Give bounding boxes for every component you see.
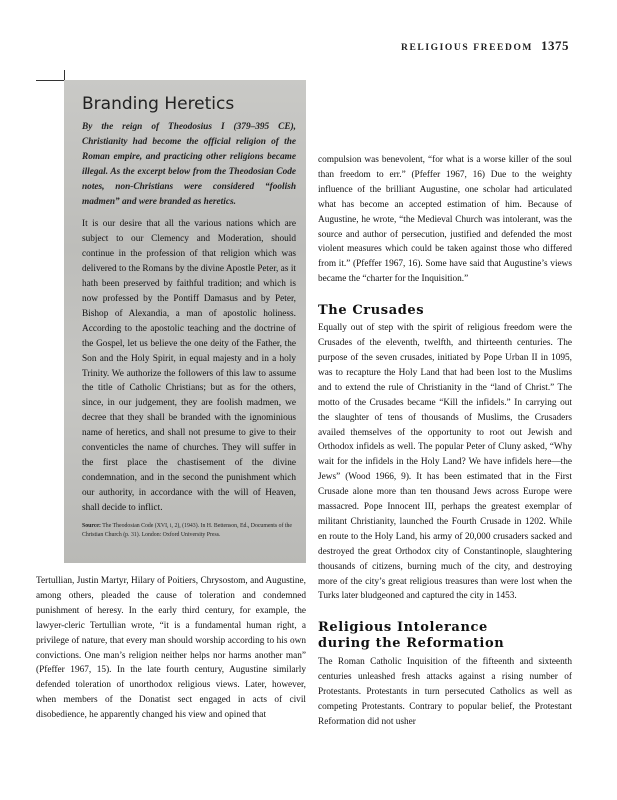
source-label: Source: <box>82 522 101 529</box>
sidebar-source <box>82 522 296 540</box>
sidebar-intro: By the reign of Theodosius I (379–395 CE), Christianity had become the official religion of the Roman empire, and practicing other religions became illegal. As the excerpt below from the Theodosian Code notes, non-Christians were considered “foolish madmen” and were branded as heretics. <box>82 122 296 207</box>
running-head <box>401 38 569 54</box>
running-title: RELIGIOUS FREEDOM <box>401 43 533 53</box>
sidebar-title: Branding Heretics <box>82 94 235 114</box>
page-number: 1375 <box>541 38 569 53</box>
right-column <box>318 153 572 730</box>
reformation-heading <box>318 620 572 652</box>
reformation-heading-line1: Religious Intolerance <box>318 620 488 636</box>
right-column-continuation: compulsion was benevolent, “for what is a worse killer of the soul than freedom to err.” (Pfeffer 1967, 16) Due to the weighty influence of the brilliant Augustine, one scholar had articulated what has become an accepted estimation of him. Because of Augustine, he wrote, “the Medieval Church was intolerant, was the source and author of persecution, justified and defended the most violent measures which could be taken against those who differed from it.” (Pfeffer 1967, 16). Some have said that Augustine’s views became the “charter for the Inquisition.” <box>318 155 572 285</box>
reformation-paragraph: The Roman Catholic Inquisition of the fifteenth and sixteenth centuries unleashed fresh attacks against a rising number of Protestants. Protestants in turn persecuted Catholics as well as competing Protestants. Contrary to popular belief, the Protestant Reformation did not usher <box>318 657 572 727</box>
source-citation: The Theodosian Code (XVI, i, 2), (1943). In H. Bettenson, Ed., Documents of the Christian Church (p. 31). London: Oxford University Press. <box>82 522 292 538</box>
reformation-heading-line2: during the Reformation <box>318 636 505 652</box>
crusades-paragraph: Equally out of step with the spirit of religious freedom were the Crusades of the eleventh, twelfth, and thirteenth centuries. The purpose of the seven crusades, initiated by Pope Urban II in 1095, was to recapture the Holy Land that had been lost to the Muslims and to extend the rule of Christianity in the “land of Christ.” The motto of the Crusades became “Kill the infidels.” In carrying out the slaughter of tens of thousands of Muslims, the Crusaders availed themselves of the opportunity to root out Jewish and Orthodox infidels as well. The popular Peter of Cluny asked, “Why wait for the infidels in the Holy Land? We have infidels here—the Jews” (Wood 1966, 9). It has been estimated that in the First Crusade alone more than ten thousand Jews across Europe were massacred. Pope Innocent III, perhaps the greatest exemplar of militant Christianity, launched the Fourth Crusade in 1202. While en route to the Holy Land, his army of 20,000 crusaders sacked and destroyed the great Orthodox city of Constantinople, slaughtering thousands of citizens, burning much of the city, and destroying more of the city’s great religious treasures than were lost when the Turks later bludgeoned and captured the city in 1453. <box>318 323 572 602</box>
sidebar-excerpt: It is our desire that all the various nations which are subject to our Clemency and Moderation, should continue in the profession of that religion which was delivered to the Romans by the divine Apostle Peter, as it hath been preserved by faithful tradition; and which is now professed by the Pontiff Damasus and by Peter, Bishop of Alexandia, a man of apostolic holiness. According to the apostolic teaching and the doctrine of the Gospel, let us believe the one deity of the Father, the Son and the Holy Spirit, in equal majesty and in a holy Trinity. We authorize the followers of this law to assume the title of Catholic Christians; but as for the others, since, in our judgement, they are foolish madmen, we decree that they shall be branded with the ignominious name of heretics, and shall not presume to give to their conventicles the name of churches. They will suffer in the first place the chastisement of the divine condemnation, and in the second the punishment which our authority, in accordance with the will of Heaven, shall decide to inflict. <box>82 219 296 513</box>
sidebar-box <box>64 80 306 563</box>
crusades-heading: The Crusades <box>318 303 425 319</box>
left-column-paragraph: Tertullian, Justin Martyr, Hilary of Poitiers, Chrysostom, and Augustine, among others, pleaded the cause of toleration and condemned punishment of heresy. In the early third century, for example, the lawyer-cleric Tertullian wrote, “it is a fundamental human right, a privilege of nature, that every man should worship according to his own convictions. One man’s religion neither helps nor harms another man” (Pfeffer 1967, 15). In the late fourth century, Augustine similarly defended toleration of unorthodox religious views. Later, however, when members of the Donatist sect engaged in acts of civil disobedience, he apparently changed his view and opined that <box>36 576 306 721</box>
left-column <box>36 574 306 723</box>
